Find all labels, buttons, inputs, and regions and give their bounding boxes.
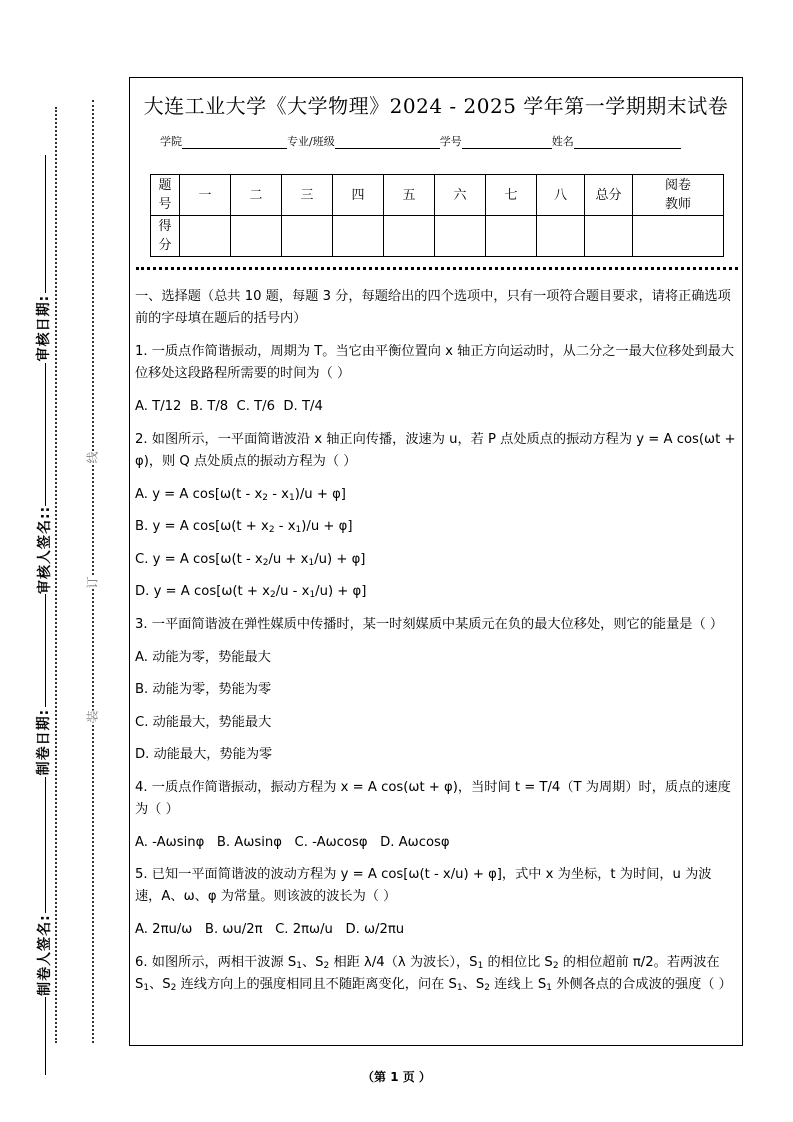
exam-frame: [129, 77, 743, 1046]
column-header: 四: [333, 175, 384, 216]
question-text: 、S: [149, 976, 171, 992]
binding-char-bind: 装: [82, 710, 103, 722]
question-2-option-b: [135, 516, 736, 538]
option-text: )/u + φ]: [301, 519, 353, 534]
column-header: 五: [384, 175, 435, 216]
question-1-stem: [135, 341, 736, 385]
question-3-option-c: [135, 712, 736, 734]
score-cell[interactable]: [231, 216, 282, 257]
question-number: 3.: [135, 616, 148, 632]
section-heading: 一、选择题（总共 10 题，每题 3 分，每题给出的四个选项中，只有一项符合题目要求，请将正确选项前的字母填在题后的括号内）: [135, 289, 731, 326]
question-number: 5.: [135, 867, 148, 882]
grader-header: [633, 175, 724, 216]
review-date-label: 审核日期:: [33, 293, 53, 363]
subscript: 2: [262, 492, 269, 503]
question-5-options: A. 2πu/ω B. ωu/2π C. 2πω/u D. ω/2πu: [135, 922, 405, 937]
score-table: [150, 174, 724, 257]
option-text: /u + x: [268, 551, 309, 567]
option-text: y = A cos[ω(t - x: [152, 551, 263, 567]
question-text: 的相位超前 π/2。若两波在 S: [135, 954, 720, 992]
student-id-field[interactable]: [462, 136, 552, 149]
option-text: - x: [268, 486, 289, 502]
question-text: 一平面简谐波在弹性媒质中传播时，某一时刻媒质中某质元在负的最大位移处，则它的能量是（ ）: [151, 616, 724, 632]
question-2-option-a: [135, 484, 736, 506]
option-key: A.: [135, 486, 148, 502]
option-key: B.: [135, 519, 149, 534]
subscript: 2: [170, 982, 177, 993]
binding-dotted-line-outer: [55, 107, 57, 1043]
question-text: 如图所示，两相干波源 S: [151, 954, 297, 970]
question-text: 、S: [462, 976, 485, 992]
question-number: 2.: [135, 431, 148, 447]
column-header: 三: [282, 175, 333, 216]
question-number-header: [151, 175, 180, 216]
dotted-separator: [136, 267, 738, 270]
paper-date-label: 制卷日期:: [33, 707, 53, 777]
option-text: 动能最大，势能为零: [153, 747, 273, 762]
question-3-stem: [135, 614, 736, 636]
column-header: 八: [537, 175, 585, 216]
binding-char-staple: 订: [82, 576, 103, 588]
page-number: （第 1 页 ）: [362, 1070, 431, 1084]
option-text: y = A cos[ω(t + x: [153, 584, 270, 599]
question-number: 1.: [135, 344, 148, 359]
header-char: 教师: [664, 197, 691, 212]
column-header: 二: [231, 175, 282, 216]
grader-cell[interactable]: [633, 216, 724, 257]
subscript: 2: [262, 557, 269, 568]
question-2-option-d: [135, 581, 736, 603]
subscript: 2: [484, 982, 490, 993]
score-row-header: [151, 216, 180, 257]
paper-maker-signature-label: 制卷人签名:: [34, 913, 54, 997]
header-char: 得: [158, 219, 172, 234]
subscript: 1: [309, 590, 316, 600]
question-2-option-c: [135, 549, 736, 571]
question-1-options: A. T/12 B. T/8 C. T/6 D. T/4: [135, 399, 323, 414]
question-3-option-d: [135, 744, 736, 766]
question-text: 的相位比 S: [483, 954, 553, 970]
total-score-cell[interactable]: [585, 216, 633, 257]
college-field[interactable]: [182, 136, 287, 149]
question-text: 已知一平面简谐波的波动方程为 y = A cos[ω(t - x/u) + φ]，式中 x 为坐标，t 为时间，u 为波速，A、ω、φ 为常量。则该波的波长为（ ）: [135, 867, 712, 904]
total-score-header: 总分: [585, 175, 633, 216]
score-table-header-row: [151, 175, 724, 216]
option-text: y = A cos[ω(t + x: [152, 519, 269, 534]
score-cell[interactable]: [435, 216, 486, 257]
score-cell[interactable]: [282, 216, 333, 257]
question-4-options: A. -Aωsinφ B. Aωsinφ C. -Aωcosφ D. Aωcosφ: [135, 834, 450, 850]
option-key: D.: [135, 584, 150, 599]
column-header: 一: [180, 175, 231, 216]
question-text: 外侧各点的合成波的强度（ ）: [552, 976, 732, 992]
question-text: 一质点作简谐振动，振动方程为 x = A cos(ωt + φ)，当时间 t = T/4（T 为周期）时，质点的速度为（ ）: [135, 779, 731, 817]
subscript: 2: [268, 525, 275, 535]
header-char: 阅卷: [664, 178, 691, 193]
subscript: 2: [323, 960, 330, 971]
header-char: 号: [158, 197, 172, 212]
binding-dotted-line-inner: [92, 100, 94, 1043]
score-table-score-row: [151, 216, 724, 257]
subscript: 1: [288, 492, 295, 503]
question-content: [135, 286, 736, 1007]
option-text: 动能为零，势能为零: [152, 682, 272, 697]
option-key: B.: [135, 682, 149, 697]
score-cell[interactable]: [180, 216, 231, 257]
option-text: - x: [274, 519, 296, 534]
question-text: 连线上 S: [489, 976, 547, 992]
subscript: 1: [143, 982, 150, 993]
question-3-option-a: [135, 647, 736, 669]
question-text: 、S: [301, 954, 324, 970]
question-number: 4.: [135, 779, 148, 795]
header-char: 题: [158, 178, 172, 193]
score-cell[interactable]: [486, 216, 537, 257]
score-cell[interactable]: [384, 216, 435, 257]
subscript: 1: [296, 960, 302, 971]
question-number: 6.: [135, 954, 148, 970]
option-text: )/u + φ]: [294, 486, 346, 502]
option-text: /u - x: [275, 584, 310, 599]
question-6-stem: [135, 952, 736, 996]
question-5-stem: [135, 864, 736, 908]
question-4-stem: [135, 777, 736, 821]
option-text: /u) + φ]: [315, 584, 367, 599]
question-text: 连线方向上的强度相同且不随距离变化，问在 S: [176, 976, 457, 992]
score-cell[interactable]: [333, 216, 384, 257]
student-info-row: [160, 133, 681, 149]
option-text: /u) + φ]: [314, 551, 366, 567]
score-cell[interactable]: [537, 216, 585, 257]
option-text: 动能为零，势能最大: [152, 649, 271, 665]
subscript: 1: [456, 982, 463, 993]
question-text: 相距 λ/4（λ 为波长），S: [329, 954, 478, 970]
question-3-option-b: [135, 679, 736, 701]
name-label: 姓名: [551, 135, 574, 148]
college-label: 学院: [160, 135, 182, 148]
header-char: 分: [158, 238, 172, 253]
major-class-field[interactable]: [335, 136, 440, 149]
student-id-label: 学号: [439, 135, 462, 148]
option-text: 动能最大，势能最大: [152, 714, 272, 730]
subscript: 1: [308, 557, 315, 568]
subscript: 2: [269, 590, 276, 600]
option-text: y = A cos[ω(t - x: [152, 486, 263, 502]
subscript: 1: [477, 960, 484, 971]
column-header: 七: [486, 175, 537, 216]
question-text: 一质点作简谐振动，周期为 T。当它由平衡位置向 x 轴正方向运动时，从二分之一最大位移处到最大位移处这段路程所需要的时间为（ ）: [135, 344, 735, 381]
major-class-label: 专业/班级: [287, 135, 335, 148]
column-header: 六: [435, 175, 486, 216]
exam-title: 大连工业大学《大学物理》2024 - 2025 学年第一学期期末试卷: [143, 94, 729, 118]
subscript: 2: [552, 960, 559, 971]
question-2-stem: [135, 429, 736, 473]
subscript: 1: [295, 525, 302, 535]
name-field[interactable]: [574, 136, 681, 149]
option-key: C.: [135, 551, 149, 567]
option-key: A.: [135, 649, 148, 665]
question-text: 如图所示，一平面简谐波沿 x 轴正向传播，波速为 u，若 P 点处质点的振动方程为 y = A cos(ωt + φ)，则 Q 点处质点的振动方程为（ ）: [135, 431, 736, 469]
subscript: 1: [546, 982, 553, 993]
option-key: C.: [135, 714, 149, 730]
reviewer-signature-label: 审核人签名::: [34, 506, 54, 594]
binding-char-line: 线: [82, 451, 103, 463]
option-key: D.: [135, 747, 150, 762]
